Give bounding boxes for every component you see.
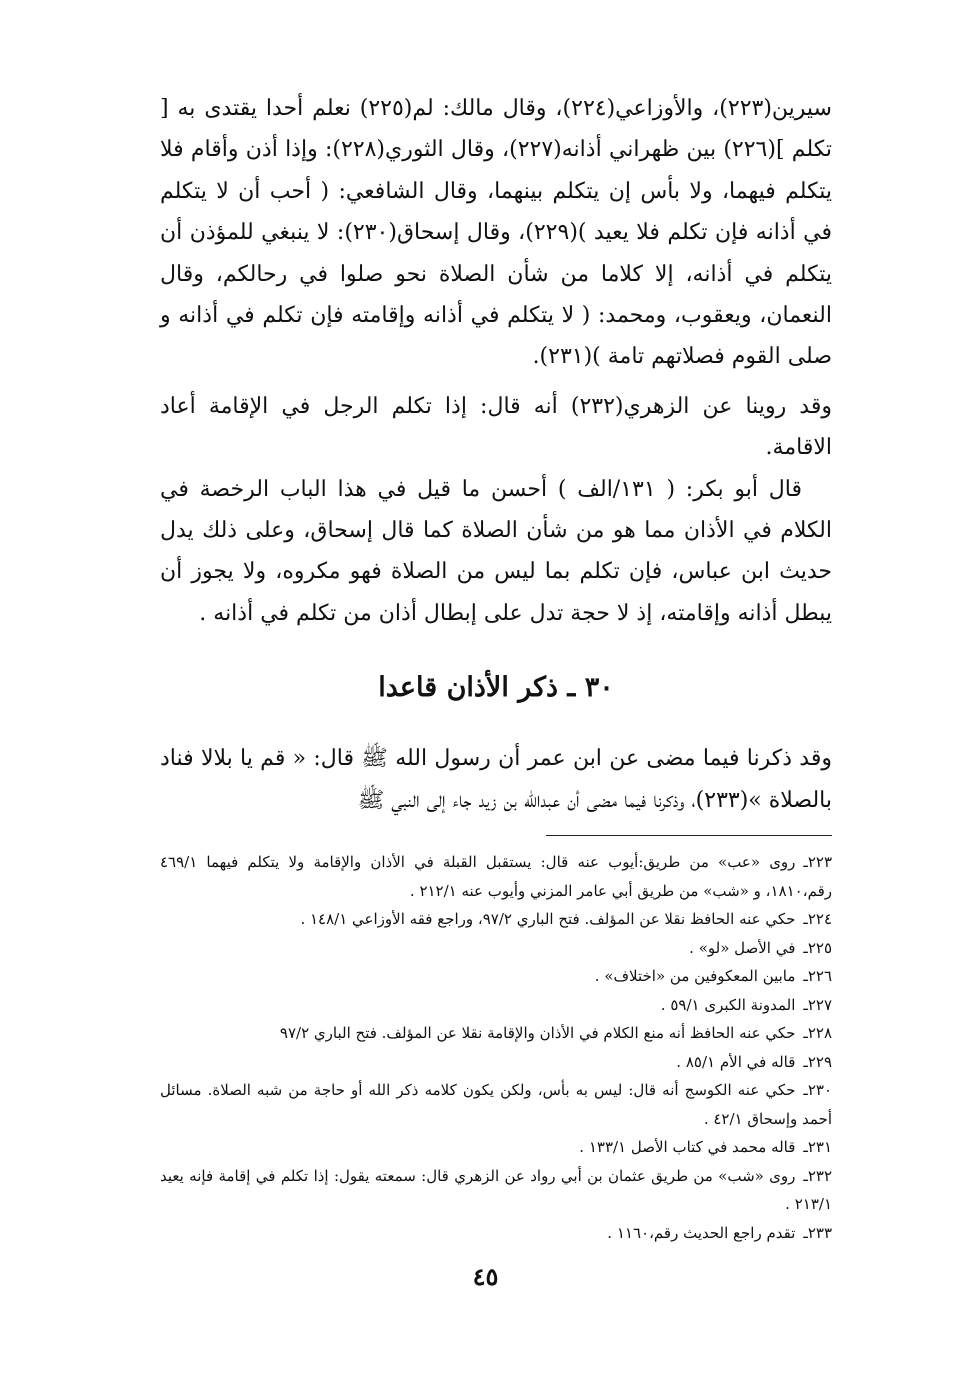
body-paragraph-1: سيرين(٢٢٣)، والأوزاعي(٢٢٤)، وقال مالك: لم(٢٢٥) نعلم أحدا يقتدى به [ تكلم ](٢٢٦) بين ظهراني أذانه(٢٢٧)، وقال الثوري(٢٢٨): وإذا أذن وأقام فلا يتكلم فيهما، ولا بأس إن يتكلم بينهما، وقال الشافعي: ( أحب أن لا يتكلم في أذانه فإن تكلم فلا يعيد )(٢٢٩)، وقال إسحاق(٢٣٠): لا ينبغي للمؤذن أن يتكلم في أذانه، إلا كلاما من شأن الصلاة نحو صلوا في رحالكم، وقال النعمان، ويعقوب، ومحمد: ( لا يتكلم في أذانه وإقامته فإن تكلم في أذانه و صلى القوم فصلاتهم تامة )(٢٣١).	[160, 96, 832, 370]
footnote-text: قاله محمد في كتاب الأصل ١٣٣/١ .	[579, 1138, 796, 1157]
body-paragraph-3: قال أبو بكر: ( ١٣١/الف ) أحسن ما قيل في هذا الباب الرخصة في الكلام في الأذان مما هو من شأن الصلاة كما قال إسحاق، وعلى ذلك يدل حديث ابن عباس، فإن تكلم بما ليس من الصلاة فهو مكروه، ولا يجوز أن يبطل أذانه وإقامته، إذ لا حجة تدل على إبطال أذان من تكلم في أذانه .	[160, 476, 832, 626]
footnote-item	[160, 1162, 832, 1219]
footnote-number: ٢٢٦ـ	[803, 967, 832, 986]
footnote-item	[160, 991, 832, 1020]
footnote-number: ٢٣٠ـ	[803, 1081, 832, 1100]
footnote-text: حكي عنه الكوسج أنه قال: ليس به بأس، ولكن يكون كلامه ذكر الله أو حاجة من شبه الصلاة. مسائل أحمد وإسحاق ٤٢/١ .	[160, 1081, 832, 1128]
footnote-text: قاله في الأم ٨٥/١ .	[676, 1052, 796, 1071]
footnote-number: ٢٢٩ـ	[803, 1052, 832, 1071]
footnote-item	[160, 1133, 832, 1162]
footnote-item	[160, 934, 832, 963]
footnote-number: ٢٢٤ـ	[803, 910, 832, 929]
footnote-number: ٢٢٨ـ	[803, 1024, 832, 1043]
footnote-item	[160, 962, 832, 991]
footnote-number: ٢٣٣ـ	[803, 1223, 832, 1242]
body-paragraph-2: وقد روينا عن الزهري(٢٣٢) أنه قال: إذا تكلم الرجل في الإقامة أعاد الاقامة.	[160, 393, 832, 461]
footnote-text: مابين المعكوفين من «اختلاف» .	[594, 967, 796, 986]
section-paragraph: وقد ذكرنا فيما مضى عن ابن عمر أن رسول الله ﷺ قال: « قم يا بلالا فناد بالصلاة »(٢٣٣)، وذكرنا فيما مضى أن عبدالله بن زيد جاء إلى النبي ﷺ	[160, 746, 832, 813]
footnotes-list	[160, 848, 832, 1247]
footnote-divider	[546, 835, 832, 836]
page-body	[160, 88, 832, 1247]
footnote-item	[160, 1219, 832, 1248]
footnote-text: في الأصل «لو» .	[689, 938, 796, 957]
footnote-item	[160, 1048, 832, 1077]
footnote-number: ٢٢٥ـ	[803, 938, 832, 957]
footnote-text: روى «عب» من طريق:أيوب عنه قال: يستقبل القبلة في الأذان والإقامة ولا يتكلم فيهما ٤٦٩/١ رقم،١٨١٠، و «شب» من طريق أبي عامر المزني وأيوب عنه ٢١٢/١ .	[160, 853, 832, 900]
footnote-number: ٢٣١ـ	[803, 1138, 832, 1157]
footnote-text: روى «شب» من طريق عثمان بن أبي رواد عن الزهري قال: سمعته يقول: إذا تكلم في إقامة فإنه يعيد ٢١٣/١ .	[160, 1166, 832, 1214]
footnote-item	[160, 905, 832, 934]
section-heading: ٣٠ ـ ذكر الأذان قاعدا	[378, 672, 614, 704]
footnote-item	[160, 1019, 832, 1048]
footnote-number: ٢٢٣ـ	[803, 853, 832, 872]
footnote-text: حكي عنه الحافظ نقلا عن المؤلف. فتح الباري ٩٧/٢، وراجع فقه الأوزاعي ١٤٨/١ .	[300, 910, 796, 929]
footnote-text: حكي عنه الحافظ أنه منع الكلام في الأذان والإقامة نقلا عن المؤلف. فتح الباري ٩٧/٢	[279, 1024, 796, 1043]
footnote-text: تقدم راجع الحديث رقم،١١٦٠ .	[607, 1223, 796, 1242]
footnote-item	[160, 848, 832, 905]
footnote-number: ٢٢٧ـ	[803, 995, 832, 1014]
page-number: ٤٥	[472, 1262, 499, 1291]
footnote-number: ٢٣٢ـ	[803, 1166, 832, 1185]
footnote-item	[160, 1076, 832, 1133]
footnote-text: المدونة الكبرى ٥٩/١ .	[660, 995, 796, 1014]
